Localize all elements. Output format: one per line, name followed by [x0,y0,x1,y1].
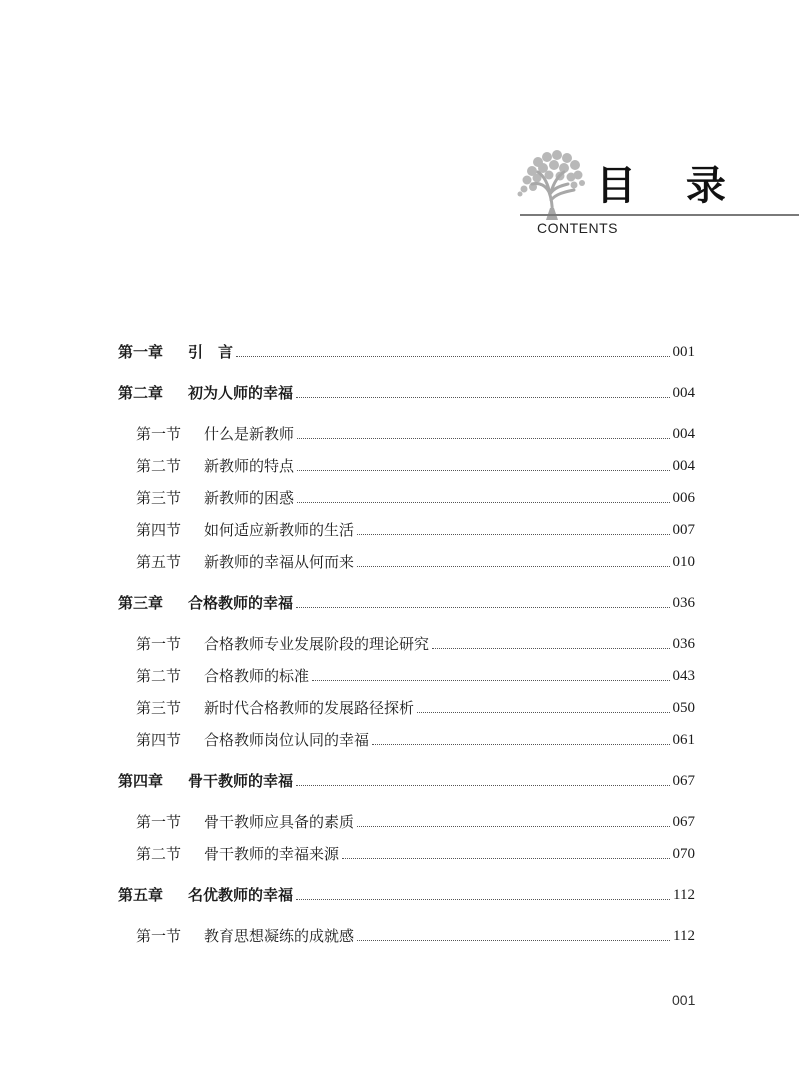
chapter-number: 第五章 [118,886,164,904]
chapter-number: 第四章 [118,772,164,790]
chapter-number: 第三章 [118,594,164,612]
dot-leader [372,743,669,745]
toc-page-number: 036 [672,595,695,611]
dot-leader [342,857,669,859]
toc-section-row[interactable] [118,552,695,572]
section-number: 第三节 [136,489,182,507]
dot-leader [296,898,670,900]
page-title: 目 录 [596,162,744,209]
dot-leader [357,939,670,941]
section-title: 骨干教师的幸福来源 [204,845,340,863]
section-number: 第四节 [136,521,182,539]
section-number: 第二节 [136,667,182,685]
toc-section-row[interactable] [118,456,695,476]
dot-leader [296,784,669,786]
page-subtitle: CONTENTS [537,220,618,236]
section-number: 第三节 [136,699,182,717]
tree-icon [516,148,592,220]
chapter-title: 名优教师的幸福 [188,886,294,904]
section-title: 合格教师岗位认同的幸福 [204,731,370,749]
table-of-contents [118,342,695,946]
dot-leader [297,437,669,439]
title-rule [520,214,799,216]
section-title: 骨干教师应具备的素质 [204,813,355,831]
toc-page-number: 061 [672,732,695,748]
section-title: 新教师的困惑 [204,489,295,507]
toc-section-row[interactable] [118,730,695,750]
section-title: 合格教师的标准 [204,667,310,685]
contents-header [0,0,799,260]
section-title: 什么是新教师 [204,425,295,443]
toc-page-number: 112 [673,887,695,903]
section-title: 新教师的幸福从何而来 [204,553,355,571]
page-number: 001 [672,992,696,1008]
toc-section-row[interactable] [118,488,695,508]
toc-chapter-row[interactable] [118,383,695,403]
toc-page-number: 004 [672,426,695,442]
toc-page-number: 006 [672,490,695,506]
dot-leader [297,469,669,471]
toc-page-number: 001 [672,344,695,360]
toc-page-number: 010 [672,554,695,570]
section-title: 如何适应新教师的生活 [204,521,355,539]
section-title: 新教师的特点 [204,457,295,475]
dot-leader [357,533,669,535]
dot-leader [296,396,669,398]
dot-leader [312,679,669,681]
dot-leader [236,355,669,357]
toc-page-number: 004 [672,458,695,474]
toc-page-number: 004 [672,385,695,401]
chapter-title: 合格教师的幸福 [188,594,294,612]
section-title: 新时代合格教师的发展路径探析 [204,699,415,717]
toc-chapter-row[interactable] [118,771,695,791]
toc-section-row[interactable] [118,812,695,832]
toc-chapter-row[interactable] [118,885,695,905]
toc-chapter-row[interactable] [118,593,695,613]
chapter-title: 骨干教师的幸福 [188,772,294,790]
toc-page-number: 112 [673,928,695,944]
toc-section-row[interactable] [118,844,695,864]
toc-section-row[interactable] [118,698,695,718]
section-number: 第一节 [136,813,182,831]
section-number: 第五节 [136,553,182,571]
chapter-number: 第一章 [118,343,164,361]
toc-section-row[interactable] [118,424,695,444]
chapter-number: 第二章 [118,384,164,402]
dot-leader [432,647,669,649]
toc-page-number: 007 [672,522,695,538]
dot-leader [357,825,669,827]
toc-page-number: 036 [672,636,695,652]
section-number: 第二节 [136,457,182,475]
chapter-title: 初为人师的幸福 [188,384,294,402]
toc-section-row[interactable] [118,666,695,686]
dot-leader [296,606,669,608]
toc-section-row[interactable] [118,634,695,654]
section-number: 第四节 [136,731,182,749]
section-number: 第一节 [136,635,182,653]
section-title: 合格教师专业发展阶段的理论研究 [204,635,430,653]
chapter-title: 引 言 [188,343,234,361]
dot-leader [297,501,669,503]
dot-leader [357,565,669,567]
toc-page-number: 067 [672,814,695,830]
toc-chapter-row[interactable] [118,342,695,362]
section-number: 第一节 [136,425,182,443]
toc-section-row[interactable] [118,520,695,540]
toc-page-number: 043 [672,668,695,684]
dot-leader [417,711,669,713]
section-number: 第一节 [136,927,182,945]
toc-page-number: 050 [672,700,695,716]
section-title: 教育思想凝练的成就感 [204,927,355,945]
toc-page-number: 070 [672,846,695,862]
toc-section-row[interactable] [118,926,695,946]
toc-page-number: 067 [672,773,695,789]
section-number: 第二节 [136,845,182,863]
